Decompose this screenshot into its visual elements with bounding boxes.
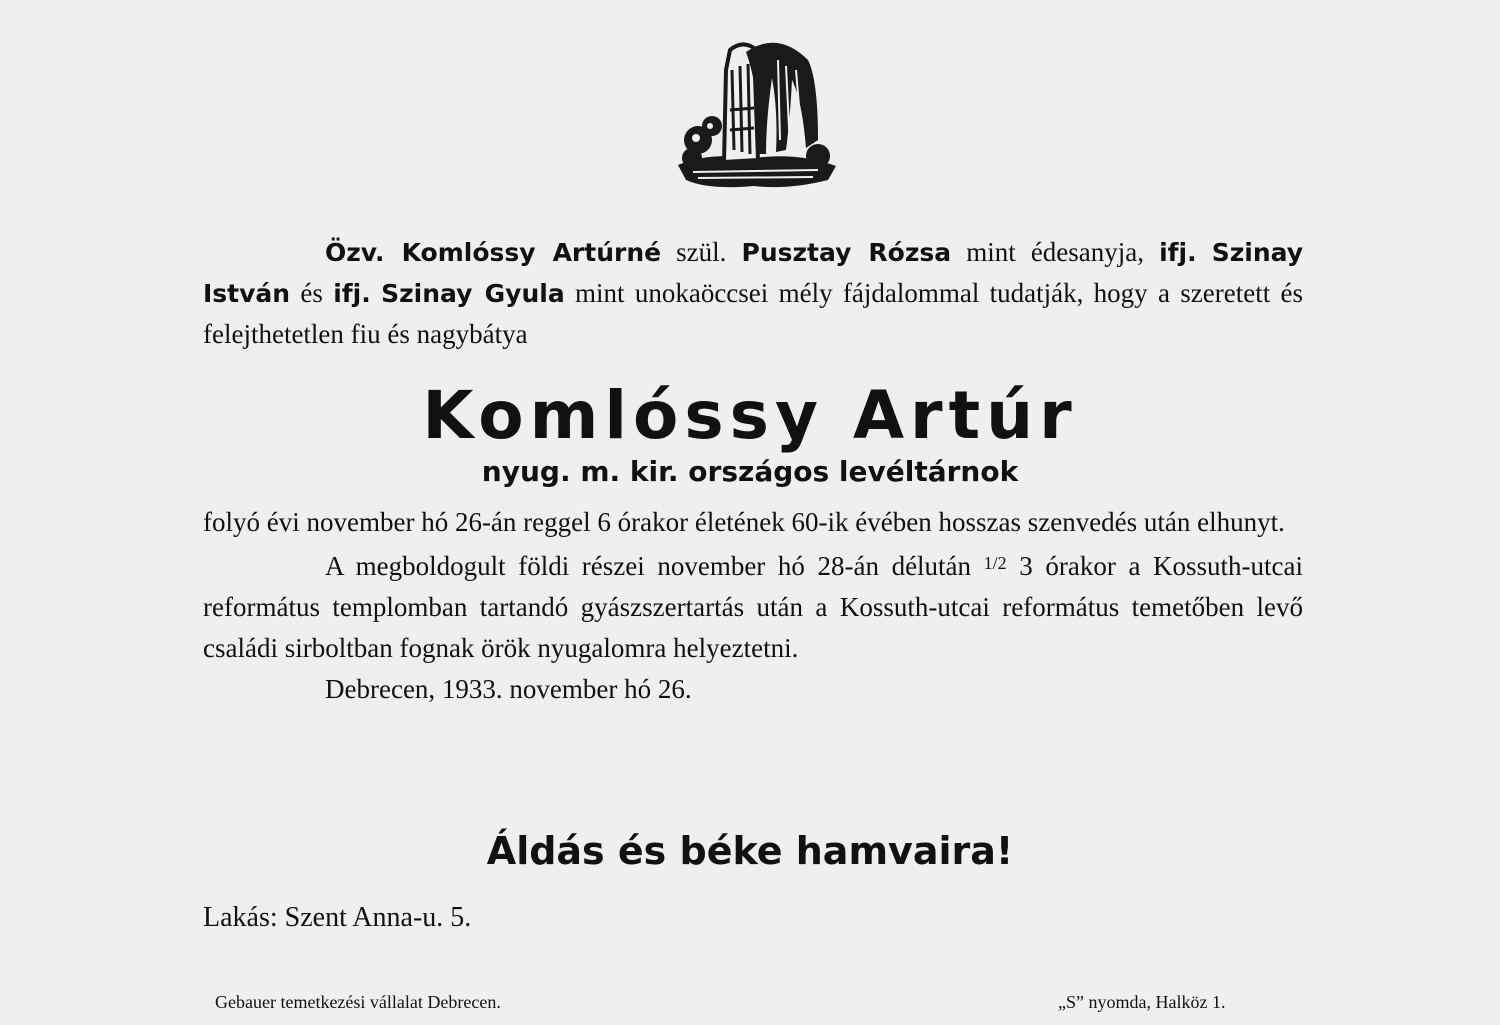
address-line: Lakás: Szent Anna-u. 5. bbox=[203, 902, 472, 933]
born-word: szül. bbox=[676, 237, 727, 267]
funeral-post: 3 órakor a Kossuth-utcai református templomban tartandó gyászszertartás után a Kossuth-utcai református temetőben levő családi sirboltban fognak örök nyugalomra helyeztetni. bbox=[203, 551, 1304, 663]
deceased-name: Komlóssy Artúr bbox=[422, 377, 1078, 454]
widow-name: Özv. Komlóssy Artúrné bbox=[325, 238, 662, 267]
funeral-company-credit: Gebauer temetkezési vállalat Debrecen. bbox=[215, 992, 501, 1012]
blessing-line: Áldás és béke hamvaira! bbox=[486, 829, 1014, 873]
and-word: és bbox=[300, 278, 323, 308]
nephew1-name: Szinay István bbox=[203, 238, 1304, 308]
nephew2-prefix: ifj. bbox=[333, 279, 371, 308]
death-text: folyó évi november hó 26-án reggel 6 órakor életének 60-ik évében hosszas szenvedés után elhunyt. bbox=[203, 507, 1285, 537]
gravestone-willow-icon bbox=[668, 30, 840, 192]
funeral-fraction: 1/2 bbox=[983, 553, 1007, 573]
maiden-name: Pusztay Rózsa bbox=[741, 238, 952, 267]
funeral-text bbox=[203, 543, 1303, 669]
deceased-title: nyug. m. kir. országos levéltárnok bbox=[481, 455, 1019, 488]
mother-phrase: mint édesanyja, bbox=[966, 237, 1145, 267]
funeral-pre: A megboldogult földi részei november hó 28-án délután bbox=[325, 551, 972, 581]
place-date: Debrecen, 1933. november hó 26. bbox=[325, 674, 692, 704]
announcement-body bbox=[203, 502, 1303, 710]
nephew2-name: Szinay Gyula bbox=[381, 279, 565, 308]
printer-credit: „S” nyomda, Halköz 1. bbox=[1058, 992, 1226, 1012]
intro-closing: mint unokaöccsei mély fájdalommal tudatják, hogy a szeretett és felejthetetlen fiu és nagybátya bbox=[203, 278, 1304, 349]
intro-paragraph bbox=[203, 232, 1303, 355]
nephew1-prefix: ifj. bbox=[1159, 238, 1197, 267]
